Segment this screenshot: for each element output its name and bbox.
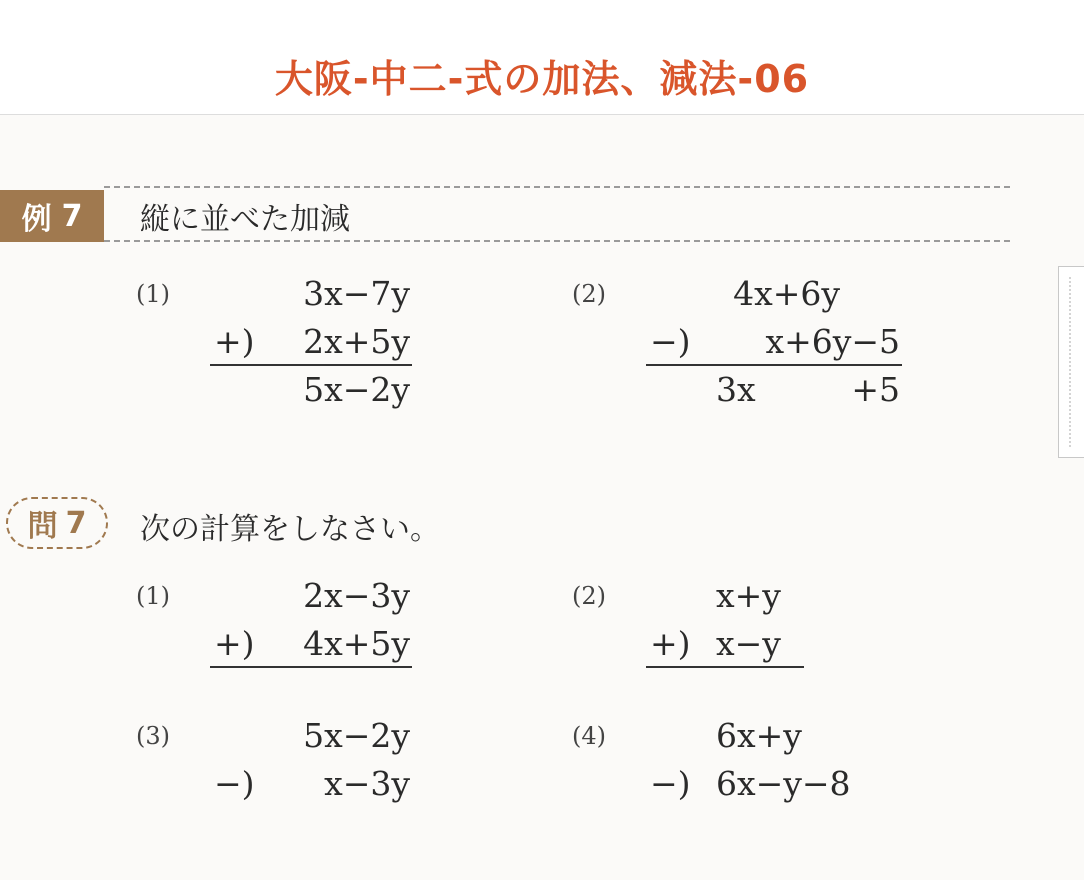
example-1-second: 2x+5y	[303, 322, 410, 361]
question-4-operator: −)	[650, 764, 691, 803]
example-dashed-rule-bottom	[104, 240, 1010, 242]
example-title: 縦に並べた加減	[140, 202, 350, 237]
example-1-number: (1)	[136, 280, 170, 308]
example-2-second: x+6y−5	[765, 322, 900, 361]
question-2-sum-line	[646, 666, 804, 668]
example-2-top: 4x+6y	[733, 274, 840, 313]
example-2-answer-const: +5	[851, 370, 900, 409]
question-1-operator: +)	[214, 624, 255, 663]
question-instruction: 次の計算をしなさい。	[140, 512, 440, 547]
question-2-operator: +)	[650, 624, 691, 663]
question-1-sum-line	[210, 666, 412, 668]
example-badge-number: 7	[61, 198, 83, 234]
example-2-sum-line	[646, 364, 902, 366]
example-1-operator: +)	[214, 322, 255, 361]
example-1-top: 3x−7y	[303, 274, 410, 313]
question-3-number: (3)	[136, 722, 170, 750]
question-1-number: (1)	[136, 582, 170, 610]
question-4-number: (4)	[572, 722, 606, 750]
side-note-box	[1058, 266, 1084, 458]
example-dashed-rule-top	[104, 186, 1010, 188]
question-3-second: x−3y	[324, 764, 410, 803]
example-badge-word: 例	[21, 202, 52, 237]
example-2-answer-x: 3x	[716, 370, 756, 409]
question-2-second: x−y	[716, 624, 781, 663]
question-1-top: 2x−3y	[303, 576, 410, 615]
question-2-top: x+y	[716, 576, 781, 615]
question-4-second: 6x−y−8	[716, 764, 851, 803]
question-3-operator: −)	[214, 764, 255, 803]
question-3-top: 5x−2y	[303, 716, 410, 755]
example-badge	[0, 190, 104, 242]
question-1-second: 4x+5y	[303, 624, 410, 663]
example-2-number: (2)	[572, 280, 606, 308]
example-1-answer: 5x−2y	[303, 370, 410, 409]
question-2-number: (2)	[572, 582, 606, 610]
title-divider	[0, 114, 1084, 115]
question-badge-number: 7	[65, 505, 87, 541]
question-badge-word: 問	[27, 509, 58, 544]
question-4-top: 6x+y	[716, 716, 802, 755]
page-title: 大阪-中二-式の加法、減法-06	[274, 57, 810, 101]
question-badge	[6, 497, 108, 549]
example-2-operator: −)	[650, 322, 691, 361]
example-1-sum-line	[210, 364, 412, 366]
